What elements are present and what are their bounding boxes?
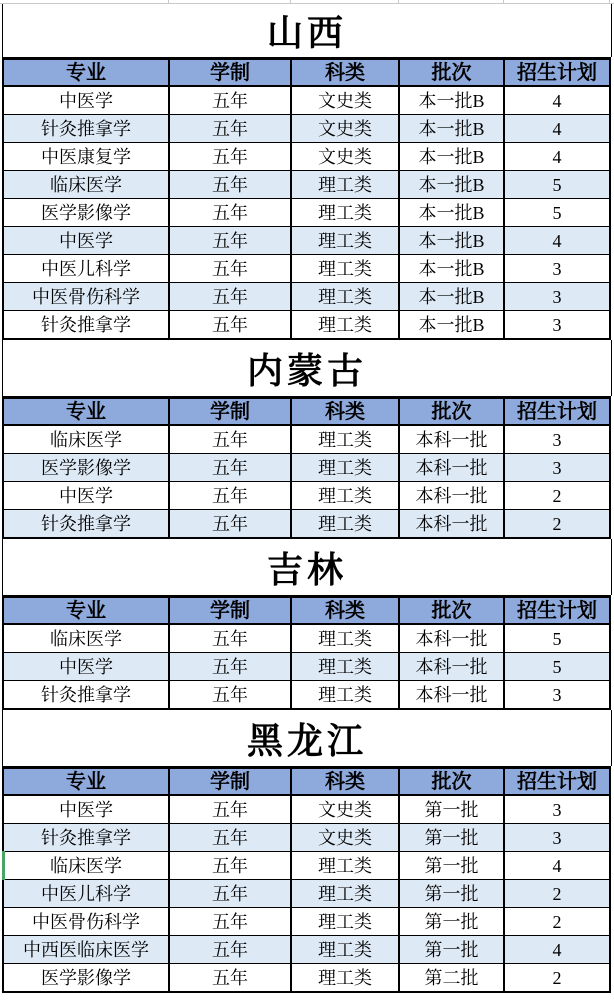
table-cell[interactable]: 五年 [169, 482, 291, 510]
table-cell[interactable]: 本一批B [399, 86, 504, 115]
column-header[interactable]: 招生计划 [504, 398, 610, 426]
table-cell[interactable]: 4 [504, 143, 610, 171]
table-cell[interactable]: 五年 [169, 653, 291, 681]
table-cell[interactable]: 本科一批 [399, 624, 504, 653]
table-cell[interactable]: 五年 [169, 510, 291, 539]
table-row [3, 199, 610, 227]
table-cell[interactable]: 3 [504, 425, 610, 454]
table-cell[interactable]: 本一批B [399, 227, 504, 255]
table-cell[interactable]: 文史类 [291, 143, 399, 171]
table-row [3, 936, 610, 964]
table-cell[interactable]: 理工类 [291, 880, 399, 908]
table-cell[interactable]: 理工类 [291, 964, 399, 993]
table-cell[interactable]: 3 [504, 311, 610, 340]
table-cell[interactable]: 3 [504, 454, 610, 482]
table-cell[interactable]: 4 [504, 86, 610, 115]
column-header[interactable]: 专业 [3, 398, 169, 426]
table-cell[interactable]: 理工类 [291, 681, 399, 710]
table-cell[interactable]: 理工类 [291, 624, 399, 653]
table-cell[interactable]: 理工类 [291, 283, 399, 311]
table-cell[interactable]: 五年 [169, 143, 291, 171]
table-cell[interactable]: 中医学 [3, 482, 169, 510]
table-cell[interactable]: 本一批B [399, 143, 504, 171]
table-cell[interactable]: 本科一批 [399, 482, 504, 510]
table-cell[interactable]: 本一批B [399, 171, 504, 199]
table-cell[interactable]: 2 [504, 510, 610, 539]
column-header[interactable]: 科类 [291, 59, 399, 87]
table-cell[interactable]: 临床医学 [3, 171, 169, 199]
gridline-tick [398, 0, 399, 3]
table-cell[interactable]: 本一批B [399, 115, 504, 143]
province-tables-container [0, 4, 614, 993]
column-header[interactable]: 招生计划 [504, 597, 610, 625]
table-cell[interactable]: 4 [504, 115, 610, 143]
admission-plan-table [2, 766, 611, 993]
table-cell[interactable]: 文史类 [291, 824, 399, 852]
table-row [3, 171, 610, 199]
table-cell[interactable]: 针灸推拿学 [3, 311, 169, 340]
table-cell[interactable]: 理工类 [291, 852, 399, 880]
table-row [3, 143, 610, 171]
table-cell[interactable]: 本科一批 [399, 425, 504, 454]
table-cell[interactable]: 第一批 [399, 852, 504, 880]
table-row [3, 852, 610, 880]
table-cell[interactable]: 2 [504, 482, 610, 510]
table-cell[interactable]: 理工类 [291, 482, 399, 510]
table-cell[interactable]: 文史类 [291, 795, 399, 824]
header-row [3, 59, 610, 87]
table-cell[interactable]: 本一批B [399, 255, 504, 283]
column-header[interactable]: 科类 [291, 398, 399, 426]
table-cell[interactable]: 第二批 [399, 964, 504, 993]
table-cell[interactable]: 针灸推拿学 [3, 681, 169, 710]
column-header[interactable]: 专业 [3, 59, 169, 87]
table-row [3, 454, 610, 482]
table-cell[interactable]: 中医骨伤科学 [3, 908, 169, 936]
table-cell[interactable]: 医学影像学 [3, 199, 169, 227]
table-cell[interactable]: 第一批 [399, 795, 504, 824]
table-row [3, 681, 610, 710]
column-header[interactable]: 学制 [169, 768, 291, 796]
table-cell[interactable]: 5 [504, 624, 610, 653]
table-cell[interactable]: 本一批B [399, 283, 504, 311]
province-title[interactable]: 吉林 [2, 539, 612, 595]
table-cell[interactable]: 五年 [169, 454, 291, 482]
table-cell[interactable]: 针灸推拿学 [3, 824, 169, 852]
table-row [3, 510, 610, 539]
table-cell[interactable]: 第一批 [399, 936, 504, 964]
table-row [3, 86, 610, 115]
table-row [3, 425, 610, 454]
table-cell[interactable]: 3 [504, 824, 610, 852]
table-cell[interactable]: 理工类 [291, 936, 399, 964]
table-cell[interactable]: 五年 [169, 880, 291, 908]
header-row [3, 597, 610, 625]
table-cell[interactable]: 5 [504, 171, 610, 199]
admission-plan-table [2, 396, 611, 539]
column-header[interactable]: 招生计划 [504, 59, 610, 87]
table-cell[interactable]: 医学影像学 [3, 454, 169, 482]
table-cell[interactable]: 2 [504, 880, 610, 908]
table-row [3, 964, 610, 993]
table-cell[interactable]: 医学影像学 [3, 964, 169, 993]
table-cell[interactable]: 本科一批 [399, 454, 504, 482]
table-row [3, 283, 610, 311]
table-row [3, 482, 610, 510]
table-cell[interactable]: 理工类 [291, 255, 399, 283]
table-cell[interactable]: 五年 [169, 199, 291, 227]
table-cell[interactable]: 文史类 [291, 115, 399, 143]
header-row [3, 398, 610, 426]
table-cell[interactable]: 5 [504, 653, 610, 681]
admission-plan-table [2, 595, 611, 710]
column-header[interactable]: 批次 [399, 768, 504, 796]
gridline-tick [168, 0, 169, 3]
table-cell[interactable]: 3 [504, 795, 610, 824]
table-cell[interactable]: 本一批B [399, 311, 504, 340]
admission-plan-table [2, 57, 611, 340]
table-cell[interactable]: 五年 [169, 624, 291, 653]
table-cell[interactable]: 中医儿科学 [3, 880, 169, 908]
table-cell[interactable]: 理工类 [291, 454, 399, 482]
table-cell[interactable]: 五年 [169, 852, 291, 880]
table-cell[interactable]: 理工类 [291, 908, 399, 936]
gridline-tick [503, 0, 504, 3]
table-row [3, 880, 610, 908]
table-cell[interactable]: 五年 [169, 936, 291, 964]
table-row [3, 653, 610, 681]
table-row [3, 115, 610, 143]
table-row [3, 824, 610, 852]
table-cell[interactable]: 中医骨伤科学 [3, 283, 169, 311]
table-cell[interactable]: 第一批 [399, 908, 504, 936]
table-cell[interactable]: 理工类 [291, 311, 399, 340]
table-cell[interactable]: 中西医临床医学 [3, 936, 169, 964]
table-cell[interactable]: 五年 [169, 311, 291, 340]
column-header[interactable]: 科类 [291, 768, 399, 796]
table-cell[interactable]: 五年 [169, 171, 291, 199]
table-cell[interactable]: 五年 [169, 255, 291, 283]
table-cell[interactable]: 4 [504, 852, 610, 880]
table-cell[interactable]: 5 [504, 199, 610, 227]
table-cell[interactable]: 五年 [169, 964, 291, 993]
table-cell[interactable]: 本科一批 [399, 681, 504, 710]
table-cell[interactable]: 五年 [169, 824, 291, 852]
table-cell[interactable]: 理工类 [291, 171, 399, 199]
table-row [3, 908, 610, 936]
table-cell[interactable]: 文史类 [291, 86, 399, 115]
table-cell[interactable]: 中医儿科学 [3, 255, 169, 283]
table-cell[interactable]: 针灸推拿学 [3, 115, 169, 143]
table-cell[interactable]: 2 [504, 964, 610, 993]
table-cell[interactable]: 理工类 [291, 227, 399, 255]
active-cell-marker-cell[interactable]: 临床医学 [3, 852, 169, 880]
table-cell[interactable]: 第一批 [399, 824, 504, 852]
province-title[interactable]: 山西 [2, 4, 612, 57]
gridline-tick [609, 0, 610, 3]
province-title[interactable]: 黑龙江 [2, 710, 612, 766]
province-title[interactable]: 内蒙古 [2, 340, 612, 396]
table-cell[interactable]: 本科一批 [399, 510, 504, 539]
table-cell[interactable]: 理工类 [291, 199, 399, 227]
table-cell[interactable]: 针灸推拿学 [3, 510, 169, 539]
table-cell[interactable]: 2 [504, 908, 610, 936]
column-header[interactable]: 批次 [399, 59, 504, 87]
table-row [3, 795, 610, 824]
table-cell[interactable]: 理工类 [291, 510, 399, 539]
table-row [3, 255, 610, 283]
table-cell[interactable]: 五年 [169, 681, 291, 710]
column-header[interactable]: 招生计划 [504, 768, 610, 796]
column-header[interactable]: 批次 [399, 398, 504, 426]
table-cell[interactable]: 中医康复学 [3, 143, 169, 171]
table-cell[interactable]: 五年 [169, 115, 291, 143]
table-cell[interactable]: 临床医学 [3, 425, 169, 454]
table-cell[interactable]: 临床医学 [3, 624, 169, 653]
column-header[interactable]: 学制 [169, 398, 291, 426]
table-row [3, 311, 610, 340]
column-header[interactable]: 批次 [399, 597, 504, 625]
table-cell[interactable]: 本科一批 [399, 653, 504, 681]
column-header[interactable]: 专业 [3, 768, 169, 796]
table-cell[interactable]: 五年 [169, 86, 291, 115]
column-header[interactable]: 学制 [169, 59, 291, 87]
column-header[interactable]: 学制 [169, 597, 291, 625]
table-cell[interactable]: 3 [504, 681, 610, 710]
table-row [3, 624, 610, 653]
table-cell[interactable]: 五年 [169, 425, 291, 454]
table-cell[interactable]: 五年 [169, 283, 291, 311]
table-cell[interactable]: 理工类 [291, 653, 399, 681]
table-cell[interactable]: 3 [504, 255, 610, 283]
table-cell[interactable]: 中医学 [3, 86, 169, 115]
table-cell[interactable]: 本一批B [399, 199, 504, 227]
table-cell[interactable]: 4 [504, 227, 610, 255]
spreadsheet-gridline-strip [0, 0, 614, 4]
table-cell[interactable]: 3 [504, 283, 610, 311]
header-row [3, 768, 610, 796]
table-cell[interactable]: 中医学 [3, 653, 169, 681]
table-cell[interactable]: 4 [504, 936, 610, 964]
table-cell[interactable]: 五年 [169, 908, 291, 936]
column-header[interactable]: 专业 [3, 597, 169, 625]
table-cell[interactable]: 中医学 [3, 227, 169, 255]
table-cell[interactable]: 五年 [169, 795, 291, 824]
table-cell[interactable]: 中医学 [3, 795, 169, 824]
column-header[interactable]: 科类 [291, 597, 399, 625]
table-cell[interactable]: 第一批 [399, 880, 504, 908]
table-row [3, 227, 610, 255]
table-cell[interactable]: 理工类 [291, 425, 399, 454]
gridline-tick [290, 0, 291, 3]
table-cell[interactable]: 五年 [169, 227, 291, 255]
